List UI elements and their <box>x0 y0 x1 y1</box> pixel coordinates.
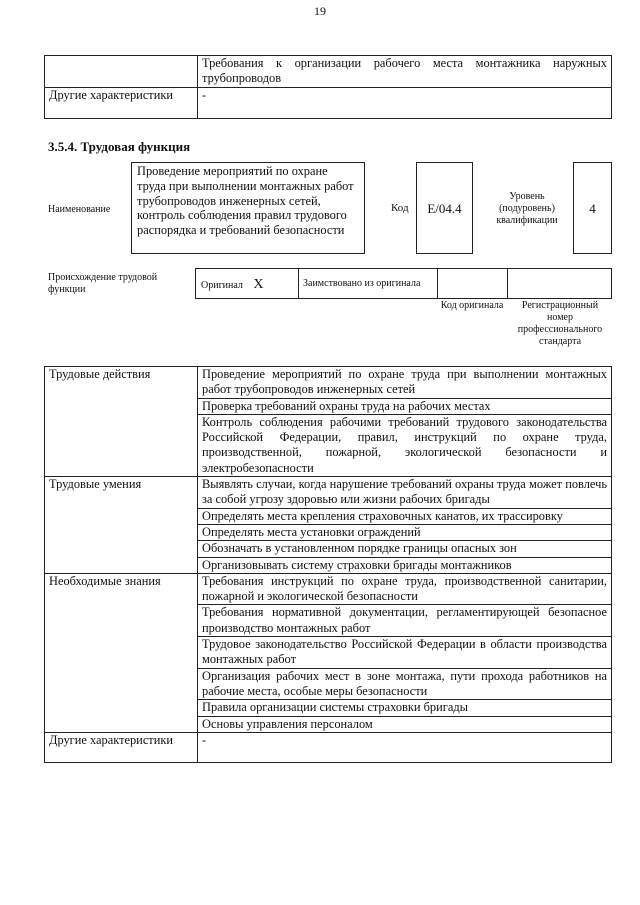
borrowed-cell: Заимствовано из оригинала <box>298 268 438 299</box>
code-label: Код <box>391 202 409 214</box>
table-row <box>45 56 612 88</box>
group-item: Определять места установки ограждений <box>198 524 612 540</box>
group-label: Необходимые знания <box>45 573 198 732</box>
group-item: Обозначать в установленном порядке границы опасных зон <box>198 541 612 557</box>
row-label <box>45 56 198 88</box>
orig-code-cell <box>437 268 508 299</box>
row-value: - <box>198 88 612 119</box>
group-item: - <box>198 732 612 762</box>
original-mark: X <box>253 277 264 292</box>
table-row <box>45 367 612 399</box>
group-item: Контроль соблюдения рабочими требований трудового законодательства Российской Федерации, правил, инструкций по охране труда, производственной, пожарной, экологической безопасности и электробезопасности <box>198 414 612 476</box>
group-item: Требования нормативной документации, регламентирующей безопасное производство монтажных работ <box>198 605 612 637</box>
group-item: Определять места крепления страховочных канатов, их трассировку <box>198 508 612 524</box>
name-value-box: Проведение мероприятий по охране труда при выполнении монтажных работ трубопроводов инженерных сетей, контроль соблюдения правил трудового распорядка и требований безопасности <box>131 162 365 254</box>
level-value: 4 <box>573 162 612 254</box>
group-item: Основы управления персоналом <box>198 716 612 732</box>
row-value: Требования к организации рабочего места монтажника наружных трубопроводов <box>198 56 612 88</box>
table-row <box>45 732 612 762</box>
group-item: Организовывать систему страховки бригады монтажников <box>198 557 612 573</box>
level-label: Уровень (подуровень) квалификации <box>496 191 558 226</box>
group-label: Трудовые действия <box>45 367 198 477</box>
table-row <box>45 573 612 605</box>
group-item: Проверка требований охраны труда на рабочих местах <box>198 398 612 414</box>
section-heading: 3.5.4. Трудовая функция <box>48 139 191 154</box>
group-label: Трудовые умения <box>45 477 198 574</box>
reg-number-caption: Регистрационный номер профессионального стандарта <box>517 300 603 347</box>
group-item: Организация рабочих мест в зоне монтажа, пути прохода работников на рабочие места, особые меры безопасности <box>198 668 612 700</box>
orig-code-caption: Код оригинала <box>440 300 504 311</box>
name-label: Наименование <box>48 204 111 215</box>
row-label: Другие характеристики <box>45 88 198 119</box>
main-table <box>44 366 612 763</box>
origin-label: Происхождение трудовой функции <box>48 272 158 295</box>
reg-number-cell <box>507 268 612 299</box>
code-value: E/04.4 <box>416 162 473 254</box>
table-row <box>45 88 612 119</box>
page-number: 19 <box>314 4 326 18</box>
original-cell <box>195 268 299 299</box>
top-table <box>44 55 612 119</box>
group-item: Проведение мероприятий по охране труда при выполнении монтажных работ трубопроводов инженерных сетей <box>198 367 612 399</box>
group-item: Требования инструкций по охране труда, производственной санитарии, пожарной и экологической безопасности <box>198 573 612 605</box>
group-item: Трудовое законодательство Российской Федерации в области производства монтажных работ <box>198 637 612 669</box>
original-label: Оригинал <box>201 280 243 291</box>
group-item: Правила организации системы страховки бригады <box>198 700 612 716</box>
group-item: Выявлять случаи, когда нарушение требований охраны труда может повлечь за собой угрозу здоровью или жизни рабочих бригады <box>198 477 612 509</box>
table-row <box>45 477 612 509</box>
group-label: Другие характеристики <box>45 732 198 762</box>
